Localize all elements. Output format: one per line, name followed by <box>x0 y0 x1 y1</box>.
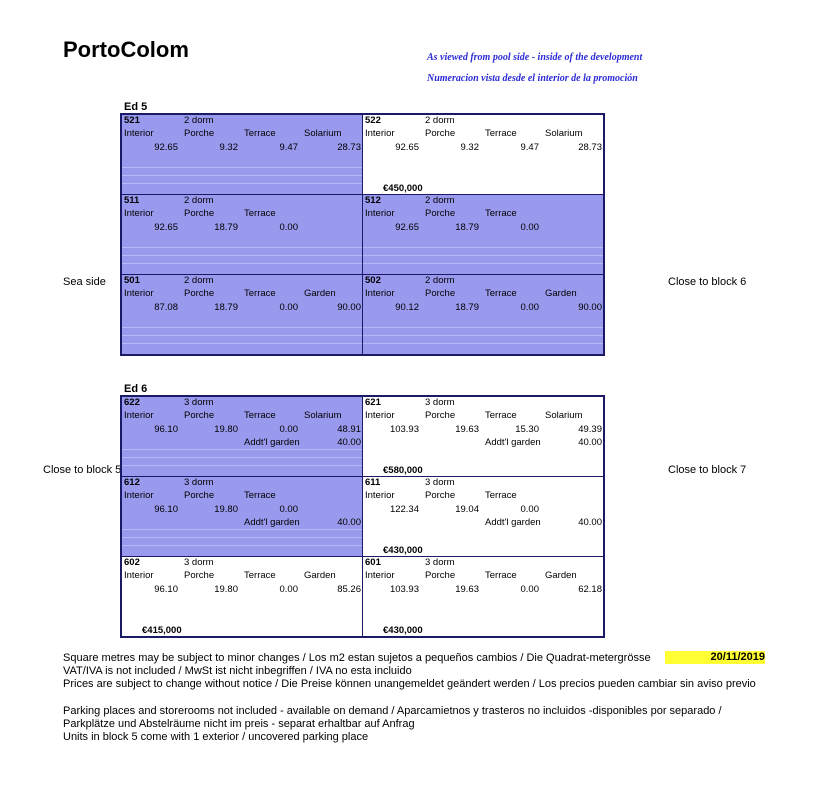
area-header: Solarium <box>545 128 583 139</box>
unit-cell <box>363 397 603 477</box>
area-header: Garden <box>304 288 336 299</box>
row-line <box>122 175 363 176</box>
area-header: Porche <box>184 128 215 139</box>
row-line <box>122 457 363 458</box>
unit-cell <box>363 477 603 557</box>
area-value: 18.79 <box>214 222 238 233</box>
area-header: Porche <box>425 128 456 139</box>
unit-number: 622 <box>124 397 140 408</box>
row-line <box>363 255 603 256</box>
area-header: Terrace <box>485 410 517 421</box>
footer-line-block5-parking: Units in block 5 come with 1 exterior / uncovered parking place <box>63 731 369 743</box>
area-value: 0.00 <box>279 584 298 595</box>
row-line <box>122 465 363 466</box>
area-header: Solarium <box>304 128 342 139</box>
row-line <box>122 167 363 168</box>
area-value: 92.65 <box>395 222 419 233</box>
unit-cell <box>122 115 363 195</box>
area-value: 92.65 <box>154 222 178 233</box>
note-pool-side: As viewed from pool side - inside of the development <box>427 52 643 63</box>
area-value: 103.93 <box>389 424 419 435</box>
row-line <box>122 247 363 248</box>
unit-price: €580,000 <box>383 465 423 476</box>
row-line <box>122 335 363 336</box>
area-header: Terrace <box>485 208 517 219</box>
area-header: Interior <box>124 208 154 219</box>
row-line <box>122 327 363 328</box>
unit-number: 602 <box>124 557 140 568</box>
addtl-garden-value: 40.00 <box>578 437 602 448</box>
area-value: 92.65 <box>395 142 419 153</box>
area-value: 19.80 <box>214 584 238 595</box>
area-value: 62.18 <box>578 584 602 595</box>
unit-number: 511 <box>124 195 140 206</box>
area-header: Terrace <box>244 128 276 139</box>
area-header: Terrace <box>244 570 276 581</box>
area-value: 122.34 <box>389 504 419 515</box>
unit-cell <box>363 557 603 636</box>
addtl-garden-value: 40.00 <box>578 517 602 528</box>
area-value: 9.47 <box>520 142 539 153</box>
grid-divider <box>120 274 605 275</box>
area-value: 96.10 <box>154 424 178 435</box>
grid-divider <box>120 556 605 557</box>
grid-divider <box>362 113 363 356</box>
area-value: 96.10 <box>154 504 178 515</box>
footer-line-parking-de: Parkplätze und Abstelräume nicht im preis - separat erhaltbar auf Anfrag <box>63 718 415 730</box>
unit-cell <box>122 557 363 636</box>
unit-dorm: 2 dorm <box>184 115 214 126</box>
area-value: 18.79 <box>455 302 479 313</box>
area-value: 0.00 <box>279 222 298 233</box>
unit-number: 501 <box>124 275 140 286</box>
addtl-garden-label: Addt'l garden <box>244 437 300 448</box>
area-value: 90.12 <box>395 302 419 313</box>
addtl-garden-label: Addt'l garden <box>244 517 300 528</box>
unit-cell <box>122 195 363 275</box>
row-line <box>363 343 603 344</box>
area-value: 0.00 <box>279 504 298 515</box>
area-value: 15.30 <box>515 424 539 435</box>
area-value: 19.63 <box>455 424 479 435</box>
area-value: 19.80 <box>214 424 238 435</box>
unit-dorm: 2 dorm <box>184 195 214 206</box>
close-to-block-7-label: Close to block 7 <box>668 464 747 476</box>
unit-dorm: 2 dorm <box>184 275 214 286</box>
area-header: Garden <box>545 288 577 299</box>
area-header: Porche <box>425 410 456 421</box>
unit-dorm: 2 dorm <box>425 115 455 126</box>
area-header: Interior <box>124 128 154 139</box>
area-header: Interior <box>124 490 154 501</box>
area-header: Interior <box>365 490 395 501</box>
area-header: Porche <box>425 570 456 581</box>
grid-divider <box>362 395 363 638</box>
unit-price: €415,000 <box>142 625 182 636</box>
row-line <box>122 449 363 450</box>
area-header: Garden <box>304 570 336 581</box>
area-value: 9.32 <box>460 142 479 153</box>
unit-dorm: 3 dorm <box>184 557 214 568</box>
unit-cell <box>122 397 363 477</box>
unit-cell <box>363 275 603 354</box>
unit-cell <box>122 275 363 354</box>
unit-dorm: 3 dorm <box>184 477 214 488</box>
row-line <box>122 183 363 184</box>
area-header: Porche <box>184 490 215 501</box>
footer-line-sqm: Square metres may be subject to minor changes / Los m2 estan sujetos a pequeños cambios / Die Quadrat-metergrösse <box>63 652 651 664</box>
area-header: Terrace <box>244 208 276 219</box>
area-header: Interior <box>365 570 395 581</box>
footer-line-parking: Parking places and storerooms not included - available on demand / Aparcamietnos y trasteros no incluidos -disponibles por separado / <box>63 705 722 717</box>
row-line <box>363 335 603 336</box>
addtl-garden-value: 40.00 <box>337 437 361 448</box>
area-value: 92.65 <box>154 142 178 153</box>
area-value: 9.47 <box>279 142 298 153</box>
area-header: Terrace <box>485 490 517 501</box>
unit-number: 611 <box>365 477 381 488</box>
unit-number: 521 <box>124 115 140 126</box>
unit-cell <box>363 195 603 275</box>
area-value: 85.26 <box>337 584 361 595</box>
unit-dorm: 3 dorm <box>425 557 455 568</box>
sea-side-label: Sea side <box>63 276 106 288</box>
row-line <box>122 255 363 256</box>
footer-line-prices: Prices are subject to change without notice / Die Preise können unangemeldet geändert werden / Los precios pueden cambiar sin aviso previo <box>63 678 756 690</box>
page-title: PortoColom <box>63 37 189 62</box>
area-header: Terrace <box>485 570 517 581</box>
date-badge <box>665 651 765 664</box>
area-value: 90.00 <box>337 302 361 313</box>
row-line <box>363 327 603 328</box>
area-value: 49.39 <box>578 424 602 435</box>
area-value: 28.73 <box>337 142 361 153</box>
grid-divider <box>120 476 605 477</box>
area-header: Interior <box>365 208 395 219</box>
grid-divider <box>120 194 605 195</box>
row-line <box>122 537 363 538</box>
area-header: Terrace <box>244 490 276 501</box>
addtl-garden-label: Addt'l garden <box>485 437 541 448</box>
row-line <box>122 545 363 546</box>
area-value: 0.00 <box>520 302 539 313</box>
area-header: Porche <box>184 570 215 581</box>
addtl-garden-label: Addt'l garden <box>485 517 541 528</box>
unit-number: 612 <box>124 477 140 488</box>
area-value: 19.80 <box>214 504 238 515</box>
area-header: Porche <box>184 410 215 421</box>
area-header: Terrace <box>244 410 276 421</box>
unit-dorm: 3 dorm <box>184 397 214 408</box>
area-value: 96.10 <box>154 584 178 595</box>
area-header: Interior <box>124 410 154 421</box>
addtl-garden-value: 40.00 <box>337 517 361 528</box>
unit-number: 502 <box>365 275 381 286</box>
area-header: Interior <box>365 288 395 299</box>
area-value: 18.79 <box>214 302 238 313</box>
area-header: Porche <box>425 490 456 501</box>
unit-dorm: 3 dorm <box>425 397 455 408</box>
area-header: Interior <box>365 410 395 421</box>
area-value: 19.04 <box>455 504 479 515</box>
unit-price: €430,000 <box>383 625 423 636</box>
area-value: 48.91 <box>337 424 361 435</box>
area-value: 103.93 <box>389 584 419 595</box>
area-header: Terrace <box>485 128 517 139</box>
area-header: Interior <box>124 570 154 581</box>
footer-line-vat: VAT/IVA is not included / MwSt ist nicht inbegriffen / IVA no esta incluido <box>63 665 412 677</box>
note-numeracion: Numeracion vista desde el interior de la promoción <box>427 73 638 84</box>
unit-cell <box>363 115 603 195</box>
unit-number: 621 <box>365 397 381 408</box>
area-header: Interior <box>365 128 395 139</box>
unit-number: 522 <box>365 115 381 126</box>
area-value: 9.32 <box>219 142 238 153</box>
area-value: 0.00 <box>520 584 539 595</box>
area-header: Garden <box>545 570 577 581</box>
area-header: Porche <box>184 208 215 219</box>
area-value: 19.63 <box>455 584 479 595</box>
close-to-block-5-label: Close to block 5 <box>43 464 122 476</box>
area-header: Terrace <box>244 288 276 299</box>
area-header: Porche <box>425 208 456 219</box>
area-value: 0.00 <box>520 222 539 233</box>
unit-number: 512 <box>365 195 381 206</box>
unit-dorm: 2 dorm <box>425 195 455 206</box>
row-line <box>122 263 363 264</box>
area-value: 90.00 <box>578 302 602 313</box>
area-value: 87.08 <box>154 302 178 313</box>
unit-dorm: 2 dorm <box>425 275 455 286</box>
unit-cell <box>122 477 363 557</box>
area-header: Solarium <box>545 410 583 421</box>
area-header: Interior <box>124 288 154 299</box>
area-value: 0.00 <box>520 504 539 515</box>
row-line <box>363 263 603 264</box>
area-value: 28.73 <box>578 142 602 153</box>
close-to-block-6-label: Close to block 6 <box>668 276 747 288</box>
area-value: 0.00 <box>279 424 298 435</box>
row-line <box>122 529 363 530</box>
area-value: 0.00 <box>279 302 298 313</box>
row-line <box>122 343 363 344</box>
unit-number: 601 <box>365 557 381 568</box>
unit-dorm: 3 dorm <box>425 477 455 488</box>
block-label-ed5: Ed 5 <box>124 101 148 113</box>
row-line <box>363 247 603 248</box>
area-header: Terrace <box>485 288 517 299</box>
area-header: Solarium <box>304 410 342 421</box>
date-text: 20/11/2019 <box>710 651 765 663</box>
block-label-ed6: Ed 6 <box>124 383 148 395</box>
area-value: 18.79 <box>455 222 479 233</box>
unit-price: €450,000 <box>383 183 423 194</box>
area-header: Porche <box>184 288 215 299</box>
area-header: Porche <box>425 288 456 299</box>
unit-price: €430,000 <box>383 545 423 556</box>
